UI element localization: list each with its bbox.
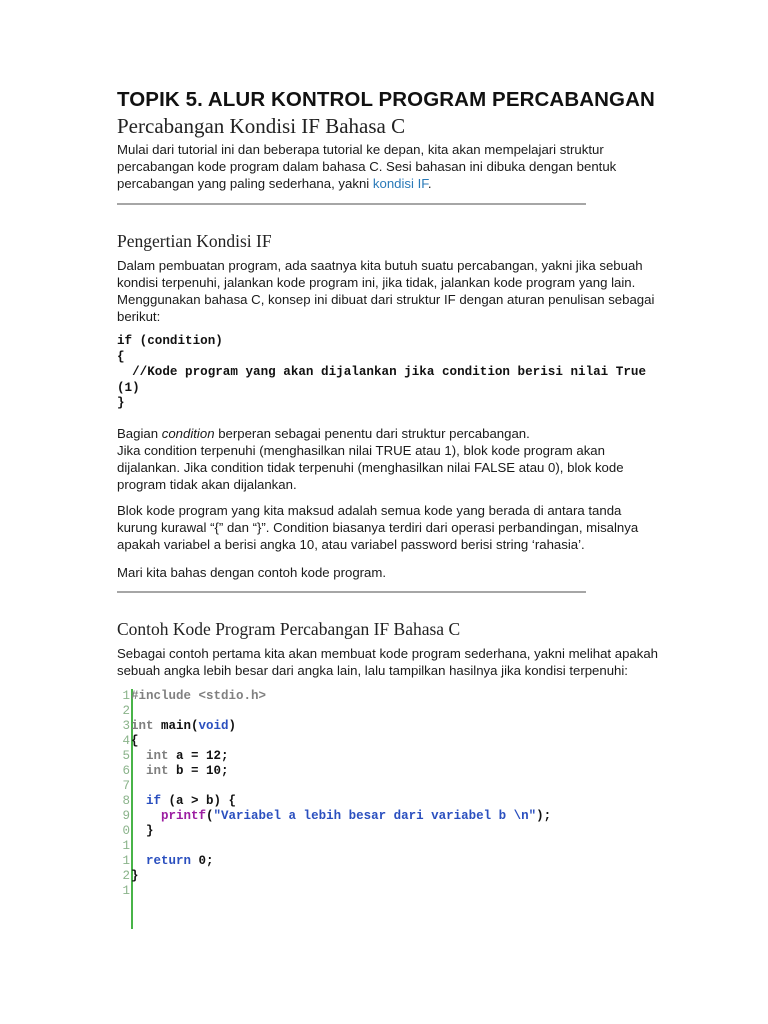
- section-contoh: [117, 619, 460, 640]
- code-text: #include <stdio.h>: [131, 689, 267, 703]
- code-line: }: [117, 396, 125, 410]
- code-text: {: [131, 734, 139, 748]
- line-number: 1: [122, 854, 130, 868]
- line-number: 3: [122, 719, 130, 733]
- text-line: kondisi terpenuhi, jalankan kode program ini, jika tidak, jalankan kode program yang lain.: [117, 275, 636, 290]
- kondisi-if-link[interactable]: kondisi IF: [372, 176, 428, 191]
- intro-line: [117, 175, 677, 192]
- line-number: 5: [122, 749, 130, 763]
- page-subtitle: Percabangan Kondisi IF Bahasa C: [117, 114, 406, 138]
- code-line: if (condition): [117, 334, 223, 348]
- syntax-code-block: [117, 334, 646, 412]
- section-heading: Pengertian Kondisi IF: [117, 231, 272, 251]
- section-pengertian: [117, 231, 272, 252]
- code-span: ): [228, 719, 237, 733]
- section-heading: Contoh Kode Program Percabangan IF Bahasa C: [117, 619, 461, 639]
- code-span: (a > b) {: [161, 794, 237, 808]
- code-span: 0;: [191, 854, 214, 868]
- text-line: Dalam pembuatan program, ada saatnya kita butuh suatu percabangan, yakni jika sebuah: [117, 258, 643, 273]
- code-text: [131, 719, 236, 733]
- page-title-block: [117, 88, 655, 143]
- code-span: main(: [153, 719, 199, 733]
- code-text: [131, 809, 551, 823]
- italic-condition: condition: [161, 426, 215, 441]
- intro-text: percabangan yang paling sederhana, yakni: [117, 176, 373, 191]
- intro-period: .: [427, 176, 432, 191]
- text-line: Blok kode program yang kita maksud adalah semua kode yang berada di antara tanda: [117, 503, 622, 518]
- section1-paragraph-1: [117, 257, 677, 325]
- section2-paragraph: [117, 645, 677, 679]
- text-line: Mari kita bahas dengan contoh kode program.: [117, 565, 387, 580]
- code-span: }: [146, 824, 154, 838]
- text-span: berperan sebagai penentu dari struktur percabangan.: [214, 426, 530, 441]
- line-number: 8: [122, 794, 130, 808]
- line-number: 2: [122, 704, 130, 718]
- text-line: kurung kurawal “{” dan “}”. Condition biasanya terdiri dari operasi perbandingan, misalnya: [117, 520, 639, 535]
- text-line: program tidak akan dijalankan.: [117, 477, 297, 492]
- section1-paragraph-2: [117, 425, 677, 493]
- section1-paragraph-3: [117, 502, 677, 553]
- code-line: (1): [117, 380, 140, 395]
- line-number: 9: [122, 809, 130, 823]
- keyword: int: [146, 749, 169, 763]
- divider: [117, 203, 586, 205]
- code-text: }: [131, 869, 139, 883]
- line-number: 0: [122, 824, 130, 838]
- code-span: );: [536, 809, 552, 823]
- text-line: apakah variabel a berisi angka 10, atau variabel password berisi string ‘rahasia’.: [117, 537, 585, 552]
- keyword: int: [131, 719, 154, 733]
- text-line: berikut:: [117, 309, 161, 324]
- line-number: 6: [122, 764, 130, 778]
- text-line: [117, 425, 677, 442]
- text-line: Jika condition terpenuhi (menghasilkan nilai TRUE atau 1), blok kode program akan: [117, 443, 605, 458]
- section1-paragraph-4: [117, 564, 677, 581]
- function-name: printf: [161, 809, 207, 823]
- code-span: b = 10;: [168, 764, 229, 778]
- line-number: 2: [122, 869, 130, 883]
- code-text: [131, 764, 229, 778]
- intro-line: percabangan kode program dalam bahasa C. Sesi bahasan ini dibuka dengan bentuk: [117, 159, 617, 174]
- keyword: void: [198, 719, 229, 733]
- keyword: int: [146, 764, 169, 778]
- intro-paragraph: [117, 141, 677, 192]
- intro-line: Mulai dari tutorial ini dan beberapa tutorial ke depan, kita akan mempelajari struktur: [117, 142, 604, 157]
- text-line: sebuah angka lebih besar dari angka lain, lalu tampilkan hasilnya jika kondisi terpenuhi:: [117, 663, 628, 678]
- page-title: TOPIK 5. ALUR KONTROL PROGRAM PERCABANGAN: [117, 88, 655, 111]
- code-text: [131, 749, 229, 763]
- code-span: (: [206, 809, 214, 823]
- code-text: [131, 824, 154, 838]
- string-literal: "Variabel a lebih besar dari variabel b \n": [213, 809, 537, 823]
- text-span: Bagian: [117, 426, 162, 441]
- divider: [117, 591, 586, 593]
- text-line: dijalankan. Jika condition tidak terpenuhi (menghasilkan nilai FALSE atau 0), blok kode: [117, 460, 624, 475]
- keyword: return: [146, 854, 192, 868]
- line-number: 1: [122, 839, 130, 853]
- line-number: 7: [122, 779, 130, 793]
- code-span: a = 12;: [168, 749, 229, 763]
- code-text: [131, 794, 236, 808]
- code-line: {: [117, 349, 125, 364]
- text-line: Menggunakan bahasa C, konsep ini dibuat dari struktur IF dengan aturan penulisan sebagai: [117, 292, 655, 307]
- keyword: if: [146, 794, 162, 808]
- code-line: //Kode program yang akan dijalankan jika condition berisi nilai True: [117, 365, 647, 379]
- line-number: 1: [122, 884, 130, 898]
- line-number: 4: [122, 734, 130, 748]
- line-number: 1: [122, 689, 130, 703]
- text-line: Sebagai contoh pertama kita akan membuat kode program sederhana, yakni melihat apakah: [117, 646, 659, 661]
- code-text: [131, 854, 214, 868]
